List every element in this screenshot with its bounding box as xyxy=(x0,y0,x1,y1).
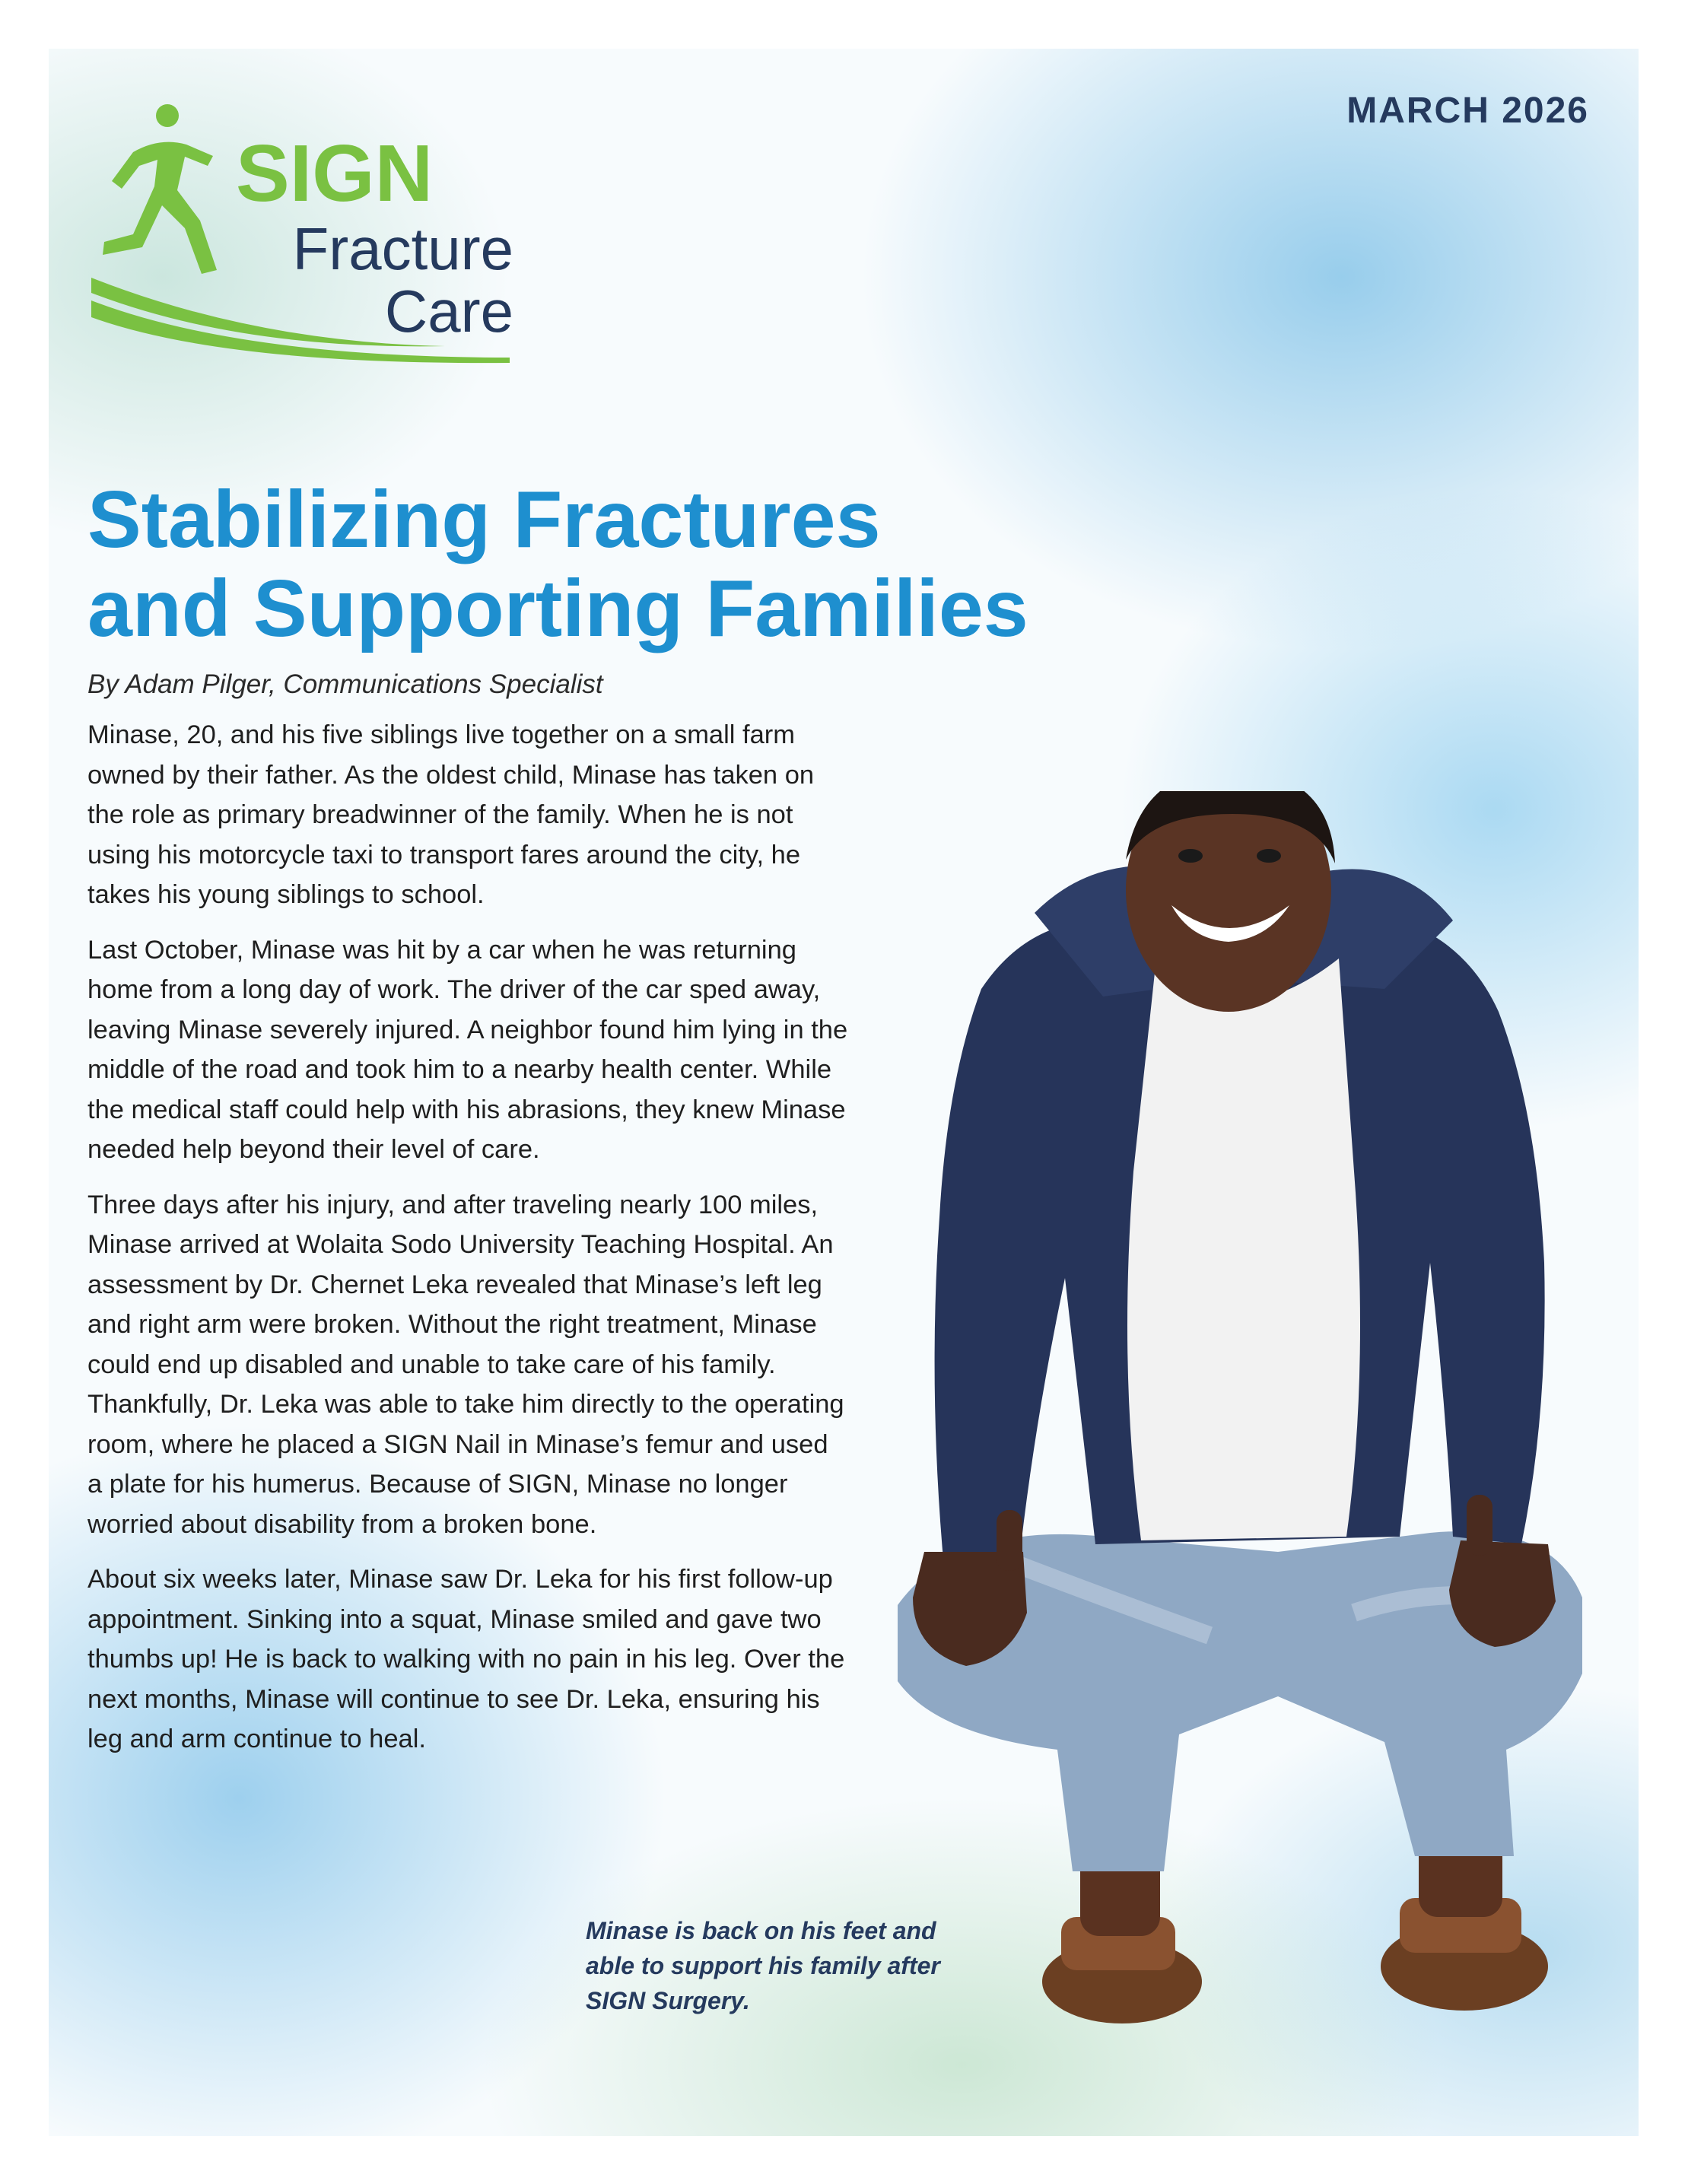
issue-date: MARCH 2026 xyxy=(1346,91,1589,131)
article-headline xyxy=(87,475,1381,653)
running-figure-icon xyxy=(87,99,240,281)
logo-brand-text: SIGN xyxy=(236,129,434,218)
article-byline: By Adam Pilger, Communications Specialist xyxy=(87,669,603,699)
headline-line-1: Stabilizing Fractures xyxy=(87,475,881,564)
headline-line-2: and Supporting Families xyxy=(87,563,1028,653)
paragraph-4: About six weeks later, Minase saw Dr. Leka for his first follow-up appointment. Sinking into a squat, Minase smiled and gave two thumbs up! He is back to walking with no pain in his leg. Over the next months, Minase will continue to see Dr. Leka, ensuring his leg and arm continue to heal. xyxy=(87,1565,845,1753)
logo-swoosh-icon xyxy=(87,270,513,369)
article-body xyxy=(87,715,848,1775)
tshirt-graphic xyxy=(1127,958,1360,1540)
logo-line-care: Care xyxy=(384,278,513,345)
photo-caption: Minase is back on his feet and able to support his family after SIGN Surgery. xyxy=(586,1917,940,2014)
logo-line-fracture: Fracture xyxy=(292,215,513,282)
paragraph-2: Last October, Minase was hit by a car when he was returning home from a long day of work. The driver of the car sped away, leaving Minase severely injured. A neighbor found him lying in the middle of the road and took him to a nearby health center. While the medical staff could help with his abrasions, they knew Minase needed help beyond their level of care. xyxy=(87,935,848,1164)
patient-photo xyxy=(852,791,1620,2084)
sign-logo xyxy=(87,99,513,373)
paragraph-1: Minase, 20, and his five siblings live together on a small farm owned by their father. As the oldest child, Minase has taken on the role as primary breadwinner of the family. When he is not using his motorcycle taxi to transport fares around the city, he takes his young siblings to school. xyxy=(87,720,815,909)
paragraph-3: Three days after his injury, and after traveling nearly 100 miles, Minase arrived at Wolaita Sodo University Teaching Hospital. An assessment by Dr. Chernet Leka revealed that Minase’s left leg and right arm were broken. Without the right treatment, Minase could end up disabled and unable to take care of his family. Thankfully, Dr. Leka was able to take him directly to the operating room, where he placed a SIGN Nail in Minase’s femur and used a plate for his humerus. Because of SIGN, Minase no longer worried about disability from a broken bone. xyxy=(87,1190,844,1539)
